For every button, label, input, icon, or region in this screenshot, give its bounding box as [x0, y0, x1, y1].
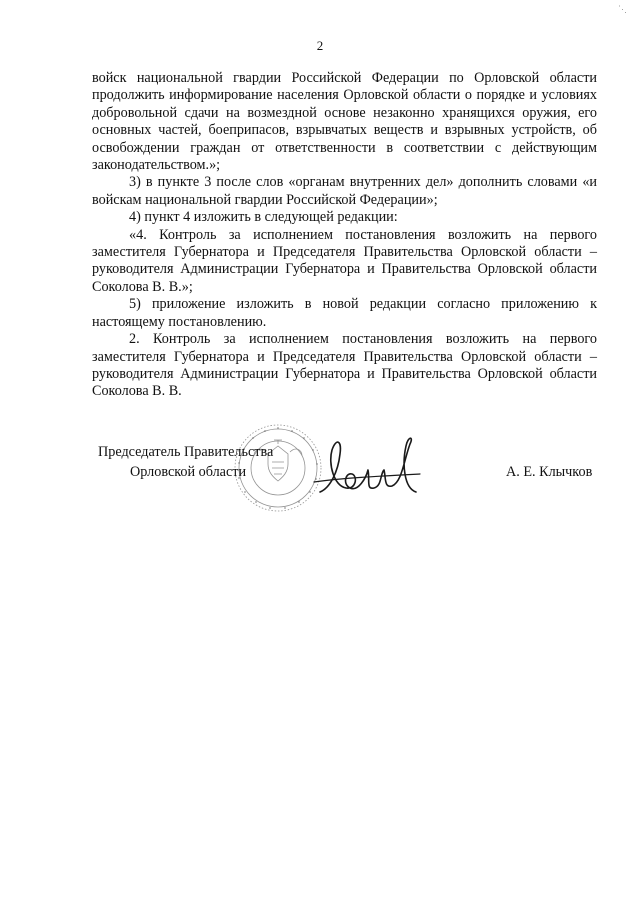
paragraph-item-4-text: «4. Контроль за исполнением постановления возложить на первого заместителя Губернатора и Председателя Правительства Орловской области – руководителя Администрации Губернатора и Правительства Орловской области Соколова В. В.»;: [92, 226, 597, 295]
signatory-name: А. Е. Клычков: [506, 464, 593, 480]
signatory-region: Орловской области: [130, 464, 247, 480]
paragraph-item-5: 5) приложение изложить в новой редакции согласно приложению к настоящему постановлению.: [92, 296, 597, 330]
paragraph-continuation: войск национальной гвардии Российской Федерации по Орловской области продолжить информирование населения Орловской области о порядке и условиях добровольной сдачи на возмездной основе незаконно хранящихся оружия, его основных частей, боеприпасов, взрывчатых веществ и взрывных устройств, об освобождении граждан от ответственности в соответствии с действующим законодательством.»;: [92, 70, 597, 174]
handwritten-signature: [312, 430, 422, 510]
paragraph-item-4: 4) пункт 4 изложить в следующей редакции:: [129, 209, 398, 226]
paragraph-item-3: 3) в пункте 3 после слов «органам внутренних дел» дополнить словами «и войскам национальной гвардии Российской Федерации»;: [92, 174, 597, 208]
document-body: [92, 70, 597, 401]
scan-corner-mark: ⋱: [618, 4, 627, 14]
page-number: 2: [316, 38, 324, 53]
signatory-title: Председатель Правительства: [98, 444, 274, 460]
signature-block: [0, 420, 640, 520]
paragraph-section-2: 2. Контроль за исполнением постановления возложить на первого заместителя Губернатора и Председателя Правительства Орловской области – руководителя Администрации Губернатора и Правительства Орловской области Соколова В. В.: [92, 331, 597, 400]
